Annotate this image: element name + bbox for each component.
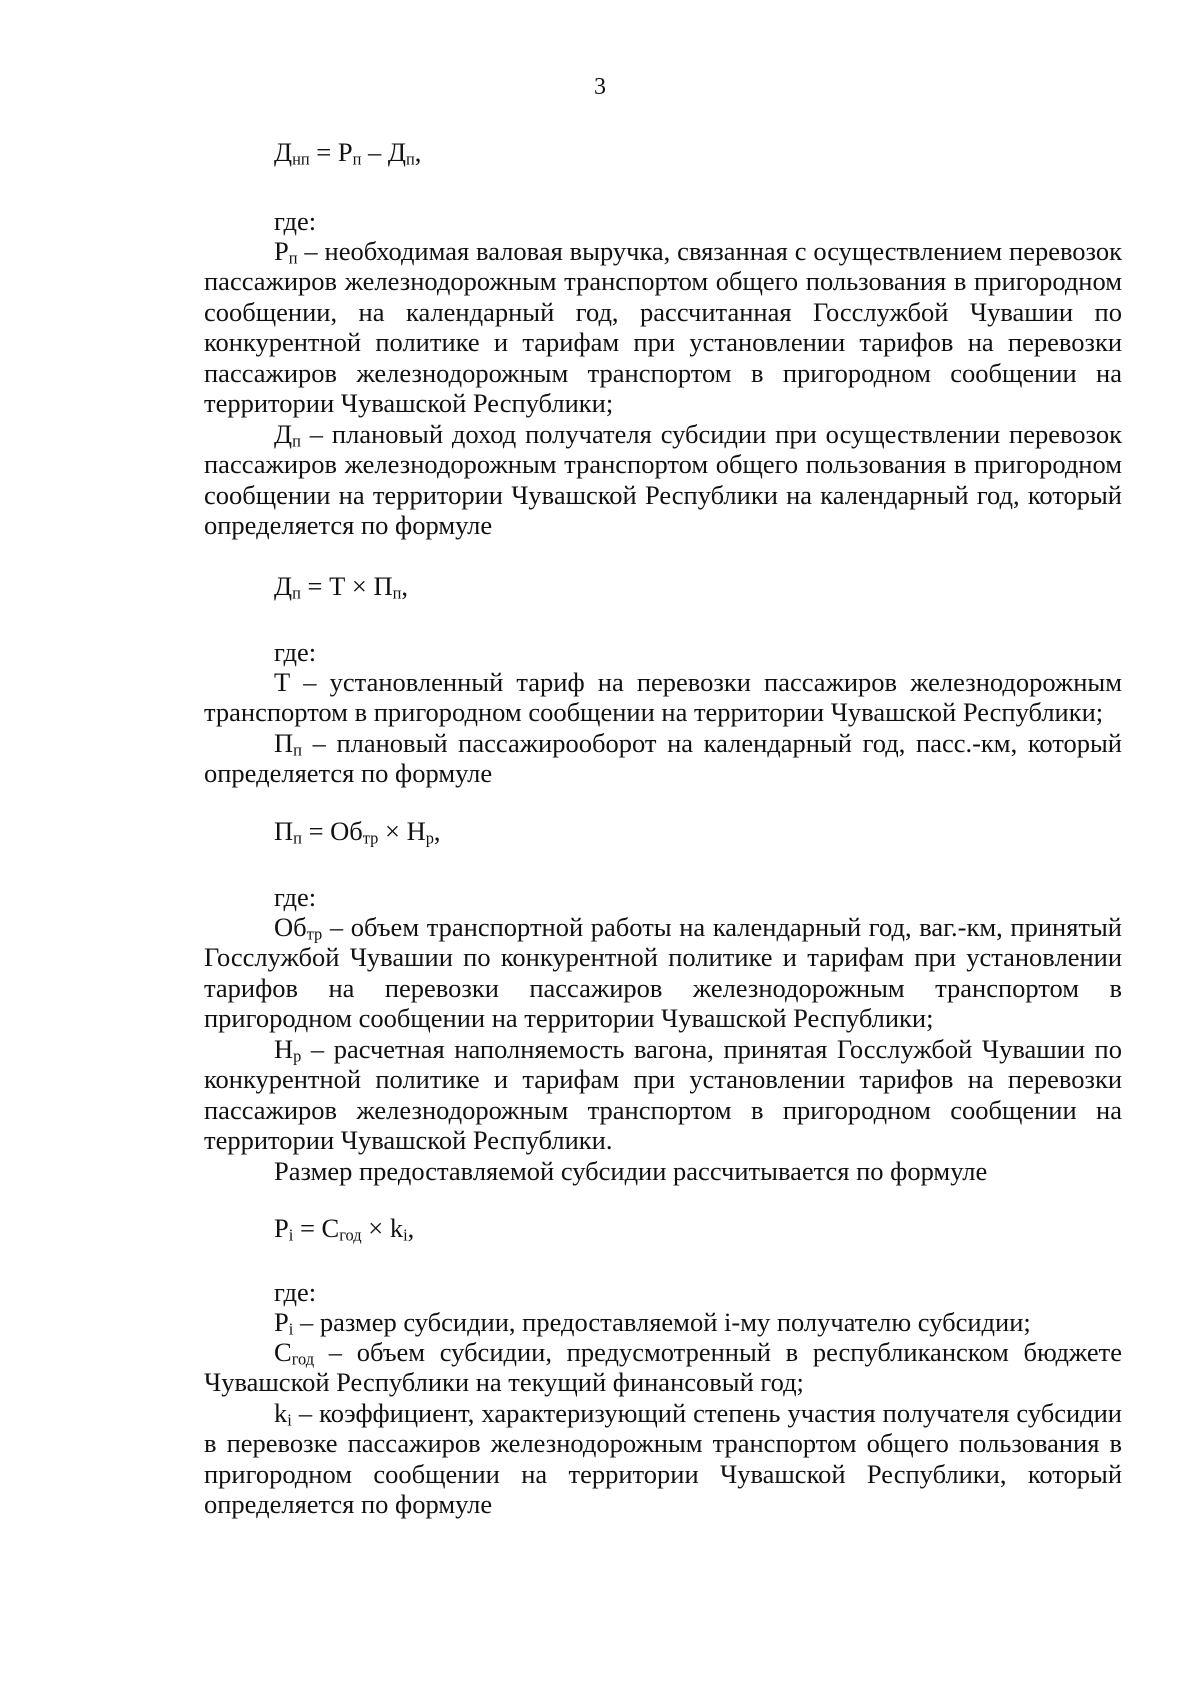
- definition-k-i: [204, 1398, 1122, 1520]
- formula-subscript: р: [425, 828, 434, 848]
- formula-equals: =: [309, 137, 338, 167]
- formula-symbol: Т: [329, 571, 346, 601]
- formula-comma: ,: [414, 137, 422, 167]
- formula-d-p: [274, 570, 408, 602]
- definition-symbol: С: [274, 1337, 292, 1367]
- definition-subscript: п: [288, 248, 298, 268]
- where-label: где:: [274, 637, 317, 667]
- definition-subscript: i: [288, 1319, 294, 1339]
- definition-text: – расчетная наполняемость вагона, принятая Госслужбой Чувашии по конкурентной политике и тарифам при установлении тарифов на перевозки пассажиров железнодорожным транспортом в пригородном сообщении на территории Чувашской Республики.: [204, 1034, 1122, 1156]
- formula-subscript: п: [292, 583, 301, 603]
- definition-subscript: р: [293, 1046, 302, 1066]
- formula-subscript: п: [293, 828, 302, 848]
- definition-text: – необходимая валовая выручка, связанная с осуществлением перевозок пассажиров железнодорожным транспортом общего пользования в пригородном сообщении, на календарный год, рассчитанная Госслужбой Чувашии по конкурентной политике и тарифам при установлении тарифов на перевозки пассажиров железнодорожным транспортом в пригородном сообщении на территории Чувашской Республики;: [204, 236, 1122, 419]
- definition-subscript: год: [291, 1349, 315, 1369]
- definition-ob-tr: [204, 912, 1122, 1034]
- definition-t: [204, 667, 1122, 728]
- formula-symbol: Д: [274, 571, 293, 601]
- definition-symbol: k: [274, 1398, 288, 1428]
- definition-subscript: тр: [306, 924, 323, 944]
- definition-symbol: Р: [274, 1307, 289, 1337]
- definition-text: – плановый доход получателя субсидии при осуществлении перевозок пассажиров железнодорожным транспортом общего пользования в пригородном сообщении на территории Чувашской Республики на календарный год, который определяется по формуле: [204, 419, 1122, 541]
- definition-text: – объем транспортной работы на календарный год, ваг.-км, принятый Госслужбой Чувашии по конкурентной политике и тарифам при установлении тарифов на перевозки пассажиров железнодорожным транспортом в пригородном сообщении на территории Чувашской Республики;: [204, 912, 1122, 1034]
- formula-subscript: нп: [292, 149, 310, 169]
- formula-symbol: С: [321, 1213, 340, 1243]
- where-label: где:: [274, 1277, 317, 1307]
- formula-subscript: п: [405, 149, 415, 169]
- formula-operator: ×: [361, 1213, 390, 1243]
- definition-n-r: [204, 1034, 1122, 1156]
- definition-text: – размер субсидии, предоставляемой i-му получателю субсидии;: [293, 1307, 1031, 1337]
- definition-text: – коэффициент, характеризующий степень участия получателя субсидии в перевозке пассажиров железнодорожным транспортом общего пользования в пригородном сообщении на территории Чувашской Республики, который определяется по формуле: [204, 1398, 1122, 1520]
- formula-comma: ,: [407, 1213, 415, 1243]
- definition-subscript: п: [292, 431, 301, 451]
- formula-symbol: Н: [406, 816, 426, 846]
- definition-symbol: Об: [274, 912, 307, 942]
- formula-symbol: Д: [387, 137, 406, 167]
- definition-symbol: П: [274, 728, 294, 758]
- formula-d-np: [274, 136, 421, 168]
- subsidy-formula-intro: Размер предоставляемой субсидии рассчитывается по формуле: [274, 1156, 988, 1186]
- formula-operator: ×: [345, 571, 374, 601]
- formula-symbol: Р: [274, 1213, 289, 1243]
- definition-text: – плановый пассажирооборот на календарный год, пасс.-км, который определяется по формуле: [204, 728, 1122, 789]
- definition-symbol: Т: [274, 667, 291, 697]
- formula-symbol: Р: [337, 137, 353, 167]
- formula-operator: ×: [378, 816, 407, 846]
- definition-d-p: [204, 419, 1122, 541]
- definition-text: – установленный тариф на перевозки пассажиров железнодорожным транспортом в пригородном сообщении на территории Чувашской Республики;: [204, 667, 1122, 728]
- where-label: где:: [274, 882, 317, 912]
- formula-equals: =: [301, 816, 331, 846]
- definition-r-p: [204, 236, 1122, 418]
- definition-p-i: [204, 1307, 1122, 1337]
- formula-subscript: год: [339, 1225, 362, 1245]
- definition-c-god: [204, 1337, 1122, 1398]
- page-number: 3: [594, 74, 606, 100]
- definition-symbol: Н: [274, 1034, 294, 1064]
- formula-p-p: [274, 815, 441, 847]
- formula-equals: =: [300, 571, 330, 601]
- where-label: где:: [274, 206, 317, 236]
- formula-symbol: Д: [274, 137, 293, 167]
- definition-symbol: Д: [274, 419, 293, 449]
- definition-text: – объем субсидии, предусмотренный в республиканском бюджете Чувашской Республики на текущий финансовый год;: [204, 1337, 1122, 1398]
- formula-symbol: П: [373, 571, 393, 601]
- formula-subscript: i: [288, 1225, 294, 1245]
- definition-p-p: [204, 728, 1122, 789]
- formula-subscript: п: [392, 583, 402, 603]
- formula-symbol: k: [389, 1213, 404, 1243]
- formula-symbol: П: [274, 816, 294, 846]
- formula-comma: ,: [433, 816, 441, 846]
- definition-subscript: п: [293, 740, 302, 760]
- formula-subscript: i: [403, 1225, 408, 1245]
- formula-symbol: Об: [330, 816, 363, 846]
- definition-symbol: Р: [274, 236, 289, 266]
- formula-subscript: п: [352, 149, 362, 169]
- definition-subscript: i: [287, 1410, 292, 1430]
- formula-p-i: [274, 1212, 414, 1244]
- formula-comma: ,: [401, 571, 409, 601]
- formula-equals: =: [293, 1213, 322, 1243]
- formula-operator: –: [361, 137, 388, 167]
- formula-subscript: тр: [362, 828, 379, 848]
